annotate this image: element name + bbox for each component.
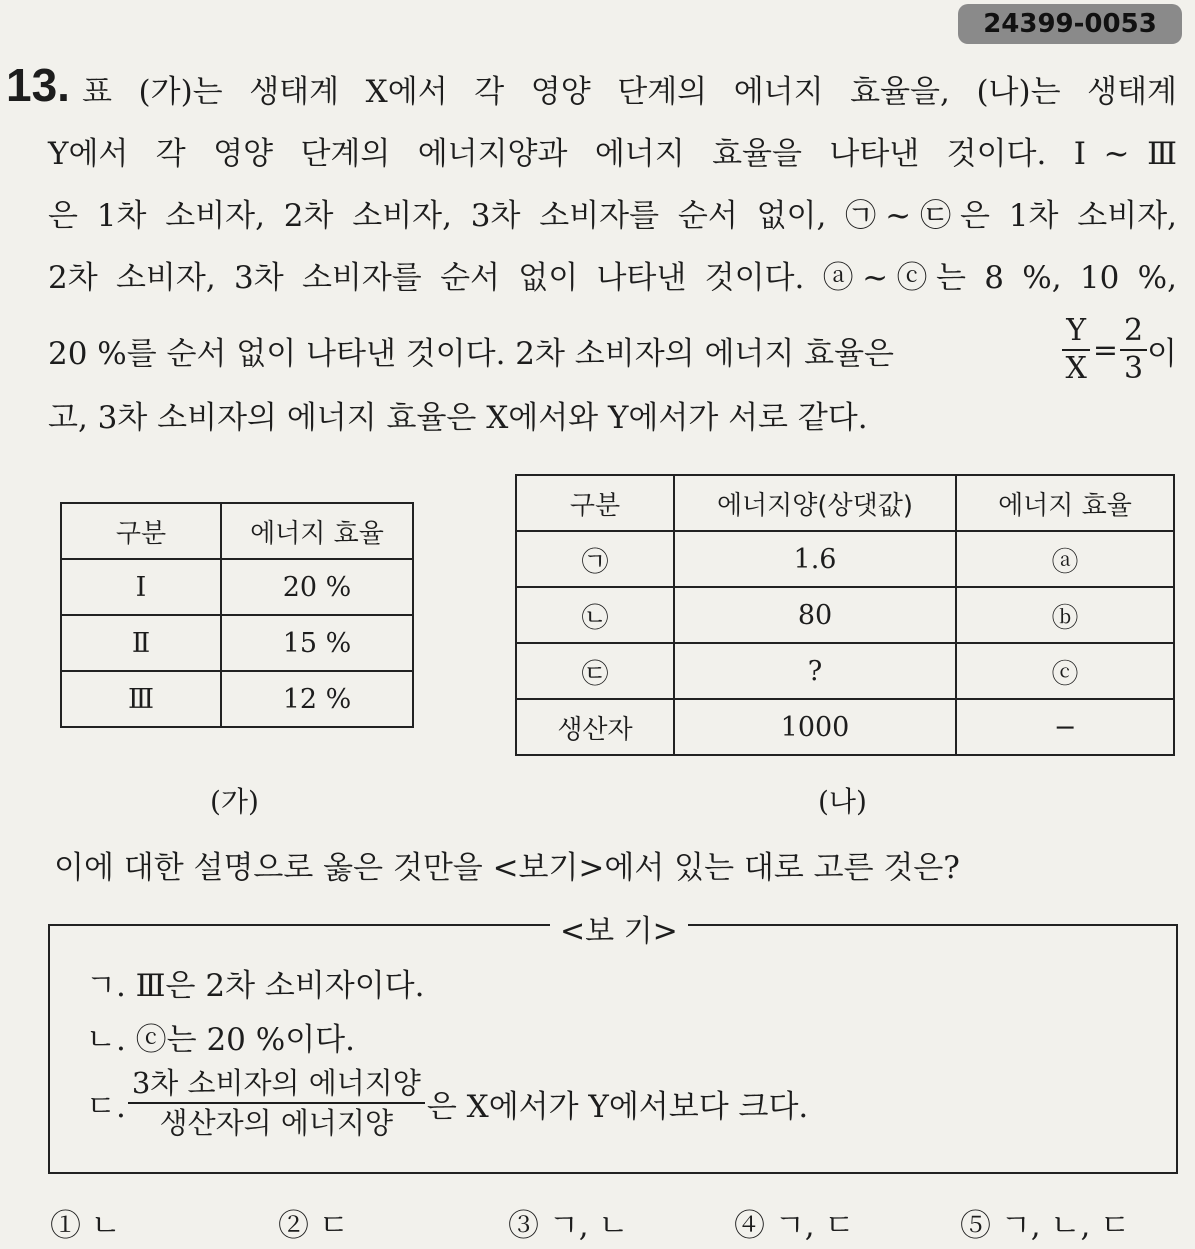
bogi-item-2: ㄴ. ⓒ는 20 %이다. [86,1022,355,1058]
table-row [61,559,413,615]
table-ga-caption: (가) [210,785,259,818]
table-cell: Ⅰ [61,559,221,615]
choice-2[interactable]: ② ㄷ [278,1208,349,1244]
choice-5[interactable]: ⑤ ㄱ, ㄴ, ㄷ [960,1208,1131,1244]
table-cell: ⓑ [956,587,1174,643]
table-cell: ? [674,643,956,699]
table-cell: 15 % [221,615,413,671]
table-cell: 1.6 [674,531,956,587]
bogi-title: <보 기> [550,906,688,950]
table-cell: ㉡ [516,587,674,643]
equals-sign: = [1092,332,1118,368]
table-na [515,474,1175,756]
ratio-numerator: Y [1062,316,1090,351]
table-cell: 1000 [674,699,956,755]
table-cell: ㉢ [516,643,674,699]
bogi-item-3-text: 은 X에서가 Y에서보다 크다. [426,1088,809,1125]
table-row [516,699,1174,755]
table-na-caption: (나) [818,785,867,818]
table-cell: Ⅲ [61,671,221,727]
table-ga-header-cell: 에너지 효율 [221,503,413,559]
table-cell: Ⅱ [61,615,221,671]
bogi-item-3 [86,1068,808,1139]
table-row [61,671,413,727]
table-cell: ⓒ [956,643,1174,699]
table-cell: 80 [674,587,956,643]
table-cell: ⓐ [956,531,1174,587]
table-ga-header [61,503,413,559]
question-line-2: Y에서 각 영양 단계의 에너지양과 에너지 효율을 나타낸 것이다. Ⅰ~Ⅲ [48,136,1177,172]
bogi-item-3-label: ㄷ. [86,1088,126,1125]
question-line-5-tail: 이 [1147,335,1177,372]
choice-3[interactable]: ③ ㄱ, ㄴ [508,1208,629,1244]
question-line-5 [48,313,1177,386]
table-cell: ㉠ [516,531,674,587]
table-cell: 20 % [221,559,413,615]
bogi-fraction-numerator: 3차 소비자의 에너지양 [128,1068,425,1104]
ratio-fraction-yx [1061,313,1090,386]
value-numerator: 2 [1120,316,1147,351]
choice-4[interactable]: ④ ㄱ, ㄷ [734,1208,855,1244]
question-prompt: 이에 대한 설명으로 옳은 것만을 <보기>에서 있는 대로 고른 것은? [54,850,960,886]
efficiency-ratio [1061,313,1177,386]
table-cell: 생산자 [516,699,674,755]
question-line-6: 고, 3차 소비자의 에너지 효율은 X에서와 Y에서가 서로 같다. [48,400,868,436]
table-row [516,643,1174,699]
ratio-fraction-value [1120,313,1147,386]
table-cell: − [956,699,1174,755]
bogi-item-3-fraction [128,1068,425,1139]
table-na-header-cell: 에너지 효율 [956,475,1174,531]
question-line-3: 은 1차 소비자, 2차 소비자, 3차 소비자를 순서 없이, ㉠~㉢은 1차 소비자, [48,198,1177,234]
table-na-header-cell: 에너지양(상댓값) [674,475,956,531]
value-denominator: 3 [1123,351,1144,386]
table-row [516,531,1174,587]
table-na-header-cell: 구분 [516,475,674,531]
table-na-header [516,475,1174,531]
table-ga-header-cell: 구분 [61,503,221,559]
ratio-denominator: X [1065,351,1087,386]
table-row [61,615,413,671]
choice-1[interactable]: ① ㄴ [50,1208,121,1244]
question-line-1: 표 (가)는 생태계 X에서 각 영양 단계의 에너지 효율을, (나)는 생태계 [82,74,1177,110]
table-ga [60,502,414,728]
bogi-fraction-denominator: 생산자의 에너지양 [159,1106,393,1141]
table-cell: 12 % [221,671,413,727]
question-line-5-text: 20 %를 순서 없이 나타낸 것이다. 2차 소비자의 에너지 효율은 [48,335,894,372]
question-code-badge: 24399-0053 [958,4,1182,44]
table-row [516,587,1174,643]
question-line-4: 2차 소비자, 3차 소비자를 순서 없이 나타낸 것이다. ⓐ~ⓒ는 8 %, 10 %, [48,260,1177,296]
question-number: 13. [6,59,70,111]
bogi-item-1: ㄱ. Ⅲ은 2차 소비자이다. [86,968,425,1004]
